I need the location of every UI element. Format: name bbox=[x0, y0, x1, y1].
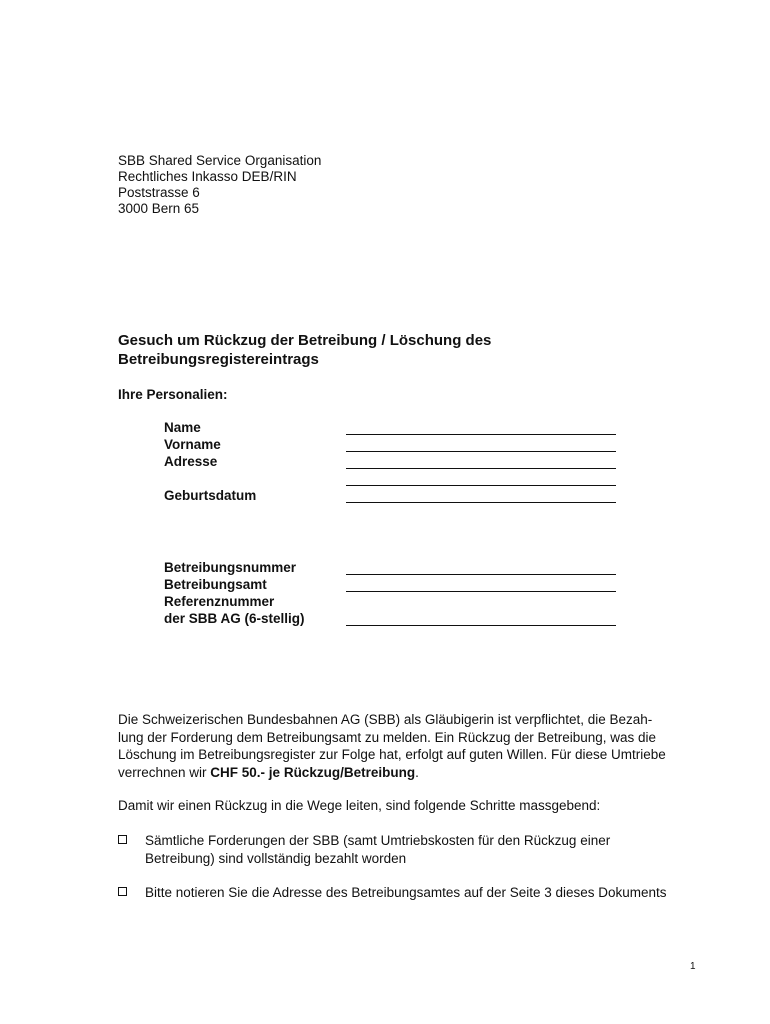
checklist-text bbox=[145, 884, 715, 902]
checklist-item bbox=[118, 884, 718, 902]
checklist-line: Bitte notieren Sie die Adresse des Betreibungsamtes auf der Seite 3 dieses Dokuments bbox=[145, 885, 667, 900]
betreibungsnummer-label: Betreibungsnummer bbox=[164, 560, 297, 575]
fee-paragraph bbox=[118, 711, 708, 781]
sender-line: Poststrasse 6 bbox=[118, 185, 200, 200]
betreibungsamt-label: Betreibungsamt bbox=[164, 577, 267, 592]
paragraph-line: Die Schweizerischen Bundesbahnen AG (SBB) als Gläubigerin ist verpflichtet, die Bezah- bbox=[118, 712, 653, 727]
checkbox-icon[interactable] bbox=[118, 835, 127, 844]
paragraph-text: verrechnen wir bbox=[118, 764, 211, 780]
name-field[interactable] bbox=[346, 434, 616, 435]
paragraph-text: . bbox=[415, 764, 419, 780]
page-number: 1 bbox=[690, 961, 696, 972]
checklist-line: Sämtliche Forderungen der SBB (samt Umtriebskosten für den Rückzug einer bbox=[145, 833, 611, 848]
referenznummer-label-line2: der SBB AG (6-stellig) bbox=[164, 611, 305, 626]
sender-address bbox=[118, 153, 321, 217]
title-line: Gesuch um Rückzug der Betreibung / Löschung des bbox=[118, 332, 492, 349]
checklist-item bbox=[118, 832, 718, 868]
sender-line: 3000 Bern 65 bbox=[118, 201, 200, 216]
adresse-field[interactable] bbox=[346, 468, 616, 469]
geburtsdatum-label: Geburtsdatum bbox=[164, 488, 257, 503]
vorname-field[interactable] bbox=[346, 451, 616, 452]
referenznummer-field[interactable] bbox=[346, 625, 616, 626]
sender-line: Rechtliches Inkasso DEB/RIN bbox=[118, 169, 297, 184]
checklist-line: Betreibung) sind vollständig bezahlt worden bbox=[145, 850, 407, 866]
betreibungsnummer-field[interactable] bbox=[346, 574, 616, 575]
personal-heading: Ihre Personalien: bbox=[118, 387, 228, 402]
referenznummer-label: Referenznummer bbox=[164, 594, 275, 609]
betreibungsamt-field[interactable] bbox=[346, 591, 616, 592]
adresse-field-line2[interactable] bbox=[346, 485, 616, 486]
vorname-label: Vorname bbox=[164, 437, 221, 452]
checkbox-icon[interactable] bbox=[118, 887, 127, 896]
paragraph-line: lung der Forderung dem Betreibungsamt zu melden. Ein Rückzug der Betreibung, was die bbox=[118, 729, 657, 745]
adresse-label: Adresse bbox=[164, 454, 218, 469]
title-line: Betreibungsregistereintrags bbox=[118, 351, 319, 368]
paragraph-line: Löschung im Betreibungsregister zur Folge hat, erfolgt auf guten Willen. Für diese Umtriebe bbox=[118, 747, 666, 762]
name-label: Name bbox=[164, 420, 201, 435]
checklist-text bbox=[145, 832, 715, 867]
document-title bbox=[118, 331, 678, 369]
fee-amount: CHF 50.- je Rückzug/Betreibung bbox=[210, 764, 416, 780]
paragraph-line bbox=[118, 764, 708, 782]
geburtsdatum-field[interactable] bbox=[346, 502, 616, 503]
steps-intro: Damit wir einen Rückzug in die Wege leiten, sind folgende Schritte massgebend: bbox=[118, 798, 601, 813]
sender-line: SBB Shared Service Organisation bbox=[118, 153, 322, 168]
